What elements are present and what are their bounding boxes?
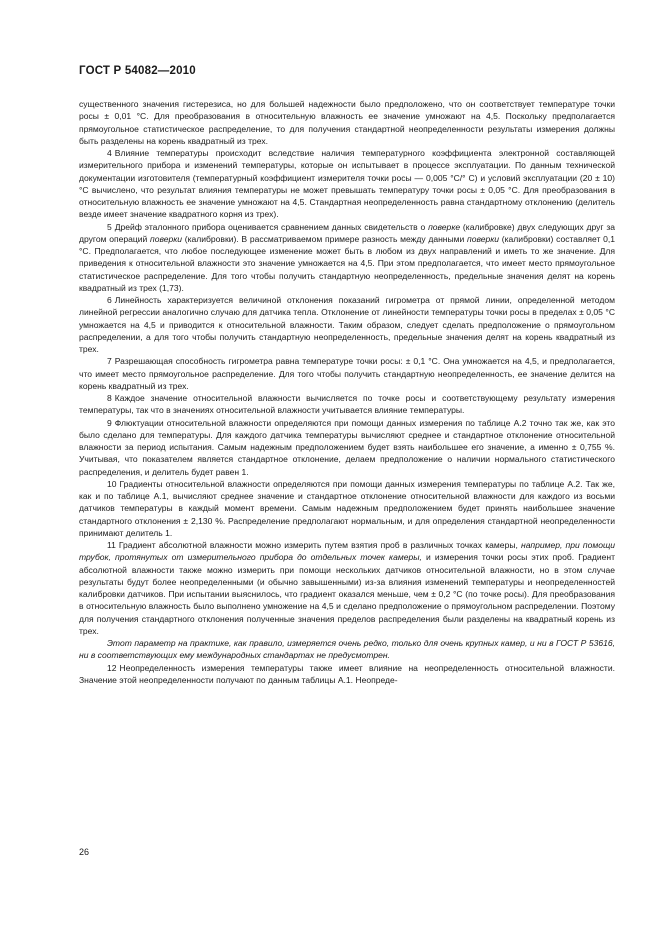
paragraph-text: Линейность характеризуется величиной отклонения показаний гигрометра от прямой линии, определенной методом линейной регрессии аналогично случаю для датчика тепла. Отклонение от линейности температуры точки росы в пределах ± 0,05 °С умножается на 4,5 и приводится к относительной влажности. Таким образом, следует сделать предположение о прямоугольном распределении, а для того чтобы получить стандартную неопределенность, предельные значения делят на корень квадратный из трех. — [79, 295, 615, 354]
paragraph-4 — [79, 147, 615, 221]
paragraph-number: 10 — [107, 478, 117, 489]
paragraph-text: (калибровке) двух следующих друг за другом операций — [79, 221, 615, 244]
paragraph-number: 11 — [107, 540, 116, 550]
italic-term: поверке — [428, 221, 461, 232]
paragraph-number: 12 — [107, 662, 117, 673]
italic-example: например, при помощи трубок, протянутых от измерительного прибора до отдельных точек камеры, — [79, 540, 615, 563]
paragraph-6 — [79, 294, 615, 355]
paragraph-number: 4 — [107, 148, 112, 158]
paragraph-continuation — [79, 98, 615, 147]
paragraph-text: Дрейф эталонного прибора оценивается сравнением данных свидетельств о — [114, 221, 429, 232]
paragraph-9 — [79, 417, 615, 478]
paragraph-number: 9 — [107, 417, 112, 428]
document-header: ГОСТ Р 54082—2010 — [79, 65, 196, 77]
paragraph-text: и измерения точки росы этих проб. Градиент абсолютной влажности также можно измерить при помощи нескольких датчиков относительной влажности, но в этом случае результаты будут более неопределенными (и обычно завышенными) из-за влияния изменений температуры и неопределенностей калибровки датчиков. При испытании выяснилось, что градиент оказался меньше, чем ± 0,2 °С (по точке росы). Для преобразования в относительную влажность было выполнено умножение на 4,5 и сделано предположение о прямоугольном распределении. Поэтому для получения стандартного отклонения полученные значения пределов распределения были разделены на квадратный корень из трех. — [79, 552, 616, 636]
paragraph-text: Градиенты относительной влажности определяются при помощи данных измерения температуры по таблице А.2. Так же, как и по таблице А.1, вычисляют среднее значение и стандартное отклонение относительной влажности для каждого из восьми датчиков температуры в каждый момент времени. Самым надежным предположением будет принять наибольшее значение стандартного отклонения ± 2,130 %. Распределение предполагают нормальным, и для определения стандартной неопределенности принимают делитель 1. — [79, 478, 615, 538]
paragraph-text: существенного значения гистерезиса, но для большей надежности было предположено, что он соответствует температуре точки росы ± 0,01 °С. Для преобразования в относительную влажность ее значение умножают на 4,5. Поскольку предполагается прямоугольное статистическое распределение, то для получения стандартной неопределенности результаты измерения должны быть разделены на корень квадратный из трех. — [79, 99, 615, 146]
paragraph-number: 8 — [107, 393, 112, 403]
paragraph-5 — [79, 221, 615, 295]
paragraph-12 — [79, 662, 615, 687]
paragraph-text: (калибровки). В рассматриваемом примере разность между данными — [182, 233, 468, 244]
paragraph-number: 7 — [107, 356, 112, 367]
paragraph-text: Неопределенность измерения температуры также имеет влияние на неопределенность относительной влажности. Значение этой неопределенности получают по данным таблицы А.1. Неопреде- — [79, 662, 615, 685]
paragraph-text: Флюктуации относительной влажности определяются при помощи данных измерения по таблице А.2 точно так же, как это было сделано для температуры. Для каждого датчика температуры вычисляют среднее и стандартное отклонение относительной влажности за период испытания. Самым надежным предположением будет взять наибольшее его значение, а именно ± 0,755 %. Учитывая, что показателем является стандартное отклонение, делаем предположение о наличии нормального статистического распределения, и делитель будет равен 1. — [79, 417, 615, 477]
italic-term: поверки — [467, 233, 500, 244]
note-paragraph — [79, 637, 615, 662]
paragraph-number: 6 — [107, 295, 112, 305]
paragraph-text: (калибровки) составляет 0,1 °С. Предполагается, что любое последующее изменение может быть в любом из двух направлений и иметь то же значение. Для приведения к относительной влажности это значение умножается на 4,5. При этом предполагается, что имеет место прямоугольное статистическое распределение. Для того чтобы получить стандартную неопределенность, предельные значения делят на корень квадратный из трех (1,73). — [79, 233, 615, 293]
paragraph-11 — [79, 539, 615, 637]
paragraph-8 — [79, 392, 615, 417]
body-text — [79, 98, 615, 686]
italic-term: поверки — [150, 233, 183, 244]
paragraph-10 — [79, 478, 615, 539]
paragraph-text: Каждое значение относительной влажности вычисляется по точке росы и соответствующему результату измерения температуры, так что в значениях относительной влажности учитывается влияние температуры. — [79, 393, 615, 416]
paragraph-number: 5 — [107, 221, 112, 232]
paragraph-7 — [79, 355, 615, 392]
page-number: 26 — [79, 847, 90, 857]
paragraph-text: Разрешающая способность гигрометра равна температуре точки росы: ± 0,1 °С. Она умножается на 4,5, и предполагается, что имеет место прямоугольное распределение. Для того чтобы получить стандартную неопределенность, ее значение делится на корень квадратный из трех. — [79, 356, 615, 391]
paragraph-text: Влияние температуры происходит вследствие наличия температурного коэффициента электронной составляющей измерительного прибора и изменений температуры, которые он испытывает в процессе эксплуатации. По данным технической документации изготовителя (температурный коэффициент измерителя точки росы — 0,005 °С/° С) и условий эксплуатации (20 ± 10) °С вычислено, что результат влияния температуры не может превышать температуру точки росы ± 0,05 °С. Для преобразования в относительную влажность ее значение умножают на 4,5. Стандартная неопределенность равна стандартному отклонению (делитель везде имеет значение квадратного корня из трех). — [79, 148, 615, 220]
italic-note: Этот параметр на практике, как правило, измеряется очень редко, только для очень крупных камер, и ни в ГОСТ Р 53616, ни в соответствующих ему международных стандартах не предусмотрен. — [79, 638, 615, 661]
paragraph-text: Градиент абсолютной влажности можно измерить путем взятия проб в различных точках камеры, — [118, 540, 522, 550]
